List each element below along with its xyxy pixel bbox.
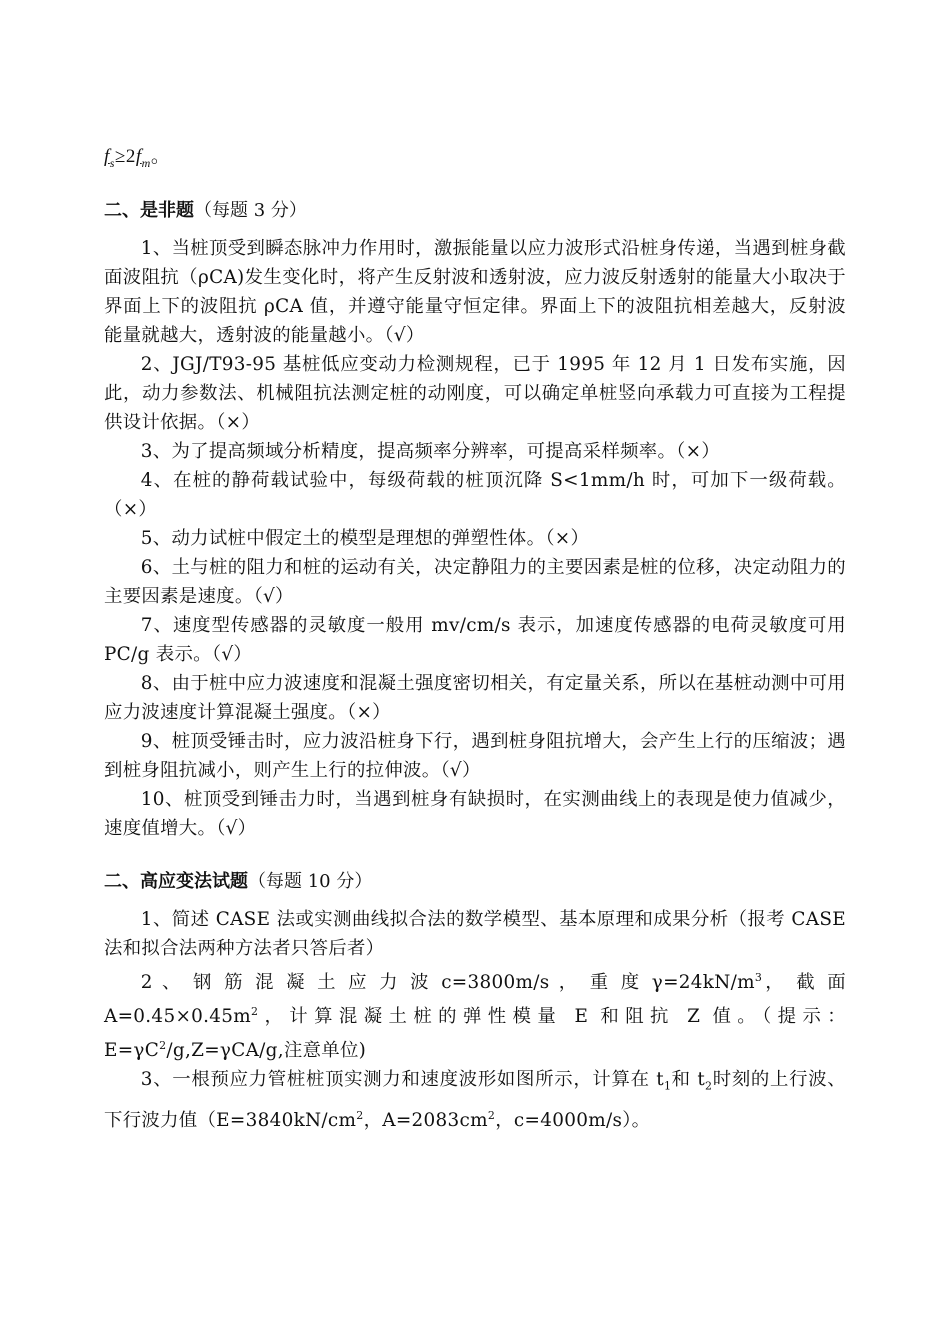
section2-note: （每题 10 分） xyxy=(248,870,373,892)
question-item: 9、桩顶受锤击时，应力波沿桩身下行，遇到桩身阻抗增大，会产生上行的压缩波；遇到桩身阻抗减小，则产生上行的拉伸波。（√） xyxy=(104,730,846,781)
section2-heading xyxy=(104,867,846,897)
question-item-wave-force: 3、一根预应力管桩桩顶实测力和速度波形如图所示，计算在 $t_1$和 $t_2$时刻的上行波、下行波力值（$E=3840kN/cm^2$，$A=2083cm^2$，c=4000m/s）。 xyxy=(104,1069,847,1131)
question-item-elastic-modulus: 2 、 钢 筋 混 凝 土 应 力 波 c=3800m/s ， 重 度 $\gamma=24kN/m^3$， 截 面 $A=0.45\times 0.45m^2$，计算混凝土桩的弹性模量 E 和阻抗 Z 值。（提示：$E=\gamma C^2/g,Z=\gamma CA/g$,注意单位) xyxy=(104,970,846,1062)
question-item: 2、JGJ/T93-95 基桩低应变动力检测规程，已于 1995 年 12 月 1 日发布实施，因此，动力参数法、机械阻抗法测定桩的动刚度，可以确定单桩竖向承载力可直接为工程提供设计依据。（×） xyxy=(104,353,846,433)
question-item: 10、桩顶受到锤击力时，当遇到桩身有缺损时，在实测曲线上的表现是使力值减少，速度值增大。（√） xyxy=(104,788,846,839)
formula-fm: $f_m$ xyxy=(135,146,151,170)
question-item: 8、由于桩中应力波速度和混凝土强度密切相关，有定量关系，所以在基桩动测中可用应力波速度计算混凝土强度。（×） xyxy=(104,672,846,723)
question-item: 6、土与桩的阻力和桩的运动有关，决定静阻力的主要因素是桩的位移，决定动阻力的主要因素是速度。（√） xyxy=(104,556,846,607)
formula-fs: $f_s$ xyxy=(104,146,115,170)
formula-line: $f_s\ge 2f_m$。 xyxy=(104,146,171,170)
section-gap xyxy=(104,843,846,861)
section1-title: 二、是非题 xyxy=(104,199,194,221)
question-item: 5、动力试桩中假定土的模型是理想的弹塑性体。（×） xyxy=(140,527,590,549)
section2-title: 二、高应变法试题 xyxy=(104,870,248,892)
section1-heading xyxy=(104,196,846,226)
question-item: 4、在桩的静荷载试验中，每级荷载的桩顶沉降 S<1mm/h 时，可加下一级荷载。（×） xyxy=(104,469,846,520)
section1-note: （每题 3 分） xyxy=(194,199,307,221)
question-item: 7、速度型传感器的灵敏度一般用 mv/cm/s 表示，加速度传感器的电荷灵敏度可用 PC/g 表示。（√） xyxy=(104,614,846,665)
document-page xyxy=(104,142,846,1135)
question-item-case-method: 1、简述 CASE 法或实测曲线拟合法的数学模型、基本原理和成果分析（报考 CASE 法和拟合法两种方法者只答后者） xyxy=(104,908,846,959)
formula-relation: ≥2 xyxy=(114,146,136,167)
question-item: 3、为了提高频域分析精度，提高频率分辨率，可提高采样频率。（×） xyxy=(140,440,721,462)
question-item: 1、当桩顶受到瞬态脉冲力作用时，激振能量以应力波形式沿桩身传递，当遇到桩身截面波阻抗（ρCA)发生变化时，将产生反射波和透射波，应力波反射透射的能量大小取决于界面上下的波阻抗 ρCA 值，并遵守能量守恒定律。界面上下的波阻抗相差越大，反射波能量就越大，透射波的能量越小。（√） xyxy=(104,237,846,346)
